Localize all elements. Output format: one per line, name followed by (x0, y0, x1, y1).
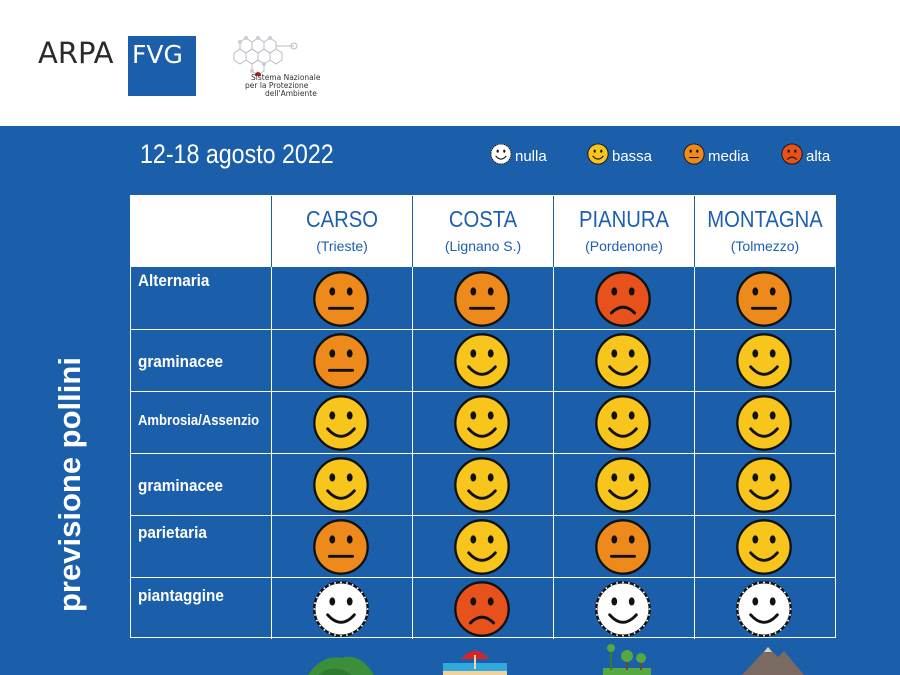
zone-header-montagna (695, 196, 835, 267)
zone-city: (Lignano S.) (444, 238, 522, 254)
pollen-level-bassa-icon (594, 456, 652, 519)
row-divider (131, 329, 835, 330)
zone-city: (Trieste) (316, 238, 368, 254)
zone-name: COSTA (448, 206, 518, 232)
row-divider (131, 391, 835, 392)
row-label-graminacee: graminacee (138, 352, 224, 371)
zone-header-pianura (554, 196, 695, 267)
snpa-line-2: per la Protezione (245, 81, 309, 90)
page-header (0, 0, 900, 126)
legend-item-media (683, 144, 749, 168)
legend-item-bassa (587, 144, 652, 168)
arpa-logo-text: ARPA (38, 36, 114, 70)
pollen-level-media-icon (312, 518, 370, 581)
row-label-graminacee-2: graminacee (138, 476, 224, 495)
pollen-level-media-icon (453, 270, 511, 333)
row-label-piantaggine: piantaggine (138, 586, 224, 605)
pollen-level-media-icon (312, 270, 370, 333)
trees-plain-icon (603, 642, 651, 675)
legend-label-alta: alta (806, 147, 831, 165)
pollen-level-bassa-icon (312, 394, 370, 457)
zone-name: CARSO (306, 206, 378, 232)
row-divider (131, 515, 835, 516)
row-label-ambrosia: Ambrosia/Assenzio (138, 413, 260, 429)
column-divider (553, 267, 554, 639)
date-range: 12-18 agosto 2022 (140, 139, 334, 169)
column-divider (271, 267, 272, 639)
fvg-logo-text: FVG (132, 40, 183, 69)
pollen-level-bassa-icon (735, 456, 793, 519)
pollen-level-nulla-icon (594, 580, 652, 643)
snpa-text (245, 74, 345, 98)
pollen-level-bassa-icon (735, 332, 793, 395)
legend-face-bassa-icon (587, 143, 609, 169)
legend-face-alta-icon (781, 143, 803, 169)
row-divider (131, 577, 835, 578)
column-divider (694, 267, 695, 639)
vertical-title: previsione pollini (52, 357, 87, 612)
legend-item-nulla (490, 144, 547, 168)
pollen-level-bassa-icon (453, 456, 511, 519)
zone-header-costa (413, 196, 554, 267)
row-label-alternaria: Alternaria (138, 271, 210, 290)
legend-label-media: media (708, 147, 749, 165)
legend-face-media-icon (683, 143, 705, 169)
zone-city: (Pordenone) (585, 238, 663, 254)
pollen-level-bassa-icon (312, 456, 370, 519)
pollen-level-media-icon (735, 270, 793, 333)
pollen-level-alta-icon (453, 580, 511, 643)
pollen-level-bassa-icon (594, 332, 652, 395)
legend-label-nulla: nulla (515, 147, 547, 165)
legend-face-nulla-icon (490, 143, 512, 169)
snpa-line-3: dell'Ambiente (265, 89, 317, 98)
pollen-level-bassa-icon (735, 394, 793, 457)
pollen-level-bassa-icon (735, 518, 793, 581)
snpa-logo-icon (228, 32, 298, 76)
fvg-logo-box (128, 36, 196, 96)
zone-name: PIANURA (579, 206, 669, 232)
legend-label-bassa: bassa (612, 147, 653, 165)
row-divider (131, 453, 835, 454)
pollen-level-nulla-icon (312, 580, 370, 643)
pollen-level-media-icon (312, 332, 370, 395)
row-label-parietaria: parietaria (138, 523, 207, 542)
beach-umbrella-icon (443, 645, 507, 675)
snpa-line-1: Sistema Nazionale (251, 73, 321, 82)
hills-icon (308, 652, 374, 675)
pollen-level-bassa-icon (453, 332, 511, 395)
mountain-icon (742, 645, 804, 675)
pollen-table (130, 195, 836, 638)
zone-name: MONTAGNA (707, 206, 823, 232)
zone-header-carso (272, 196, 413, 267)
zone-city: (Tolmezzo) (730, 238, 800, 254)
legend-item-alta (781, 144, 830, 168)
pollen-level-media-icon (594, 518, 652, 581)
pollen-level-alta-icon (594, 270, 652, 333)
pollen-level-nulla-icon (735, 580, 793, 643)
pollen-level-bassa-icon (594, 394, 652, 457)
pollen-level-bassa-icon (453, 394, 511, 457)
pollen-level-bassa-icon (453, 518, 511, 581)
column-divider (412, 267, 413, 639)
header-empty-cell (131, 196, 272, 267)
